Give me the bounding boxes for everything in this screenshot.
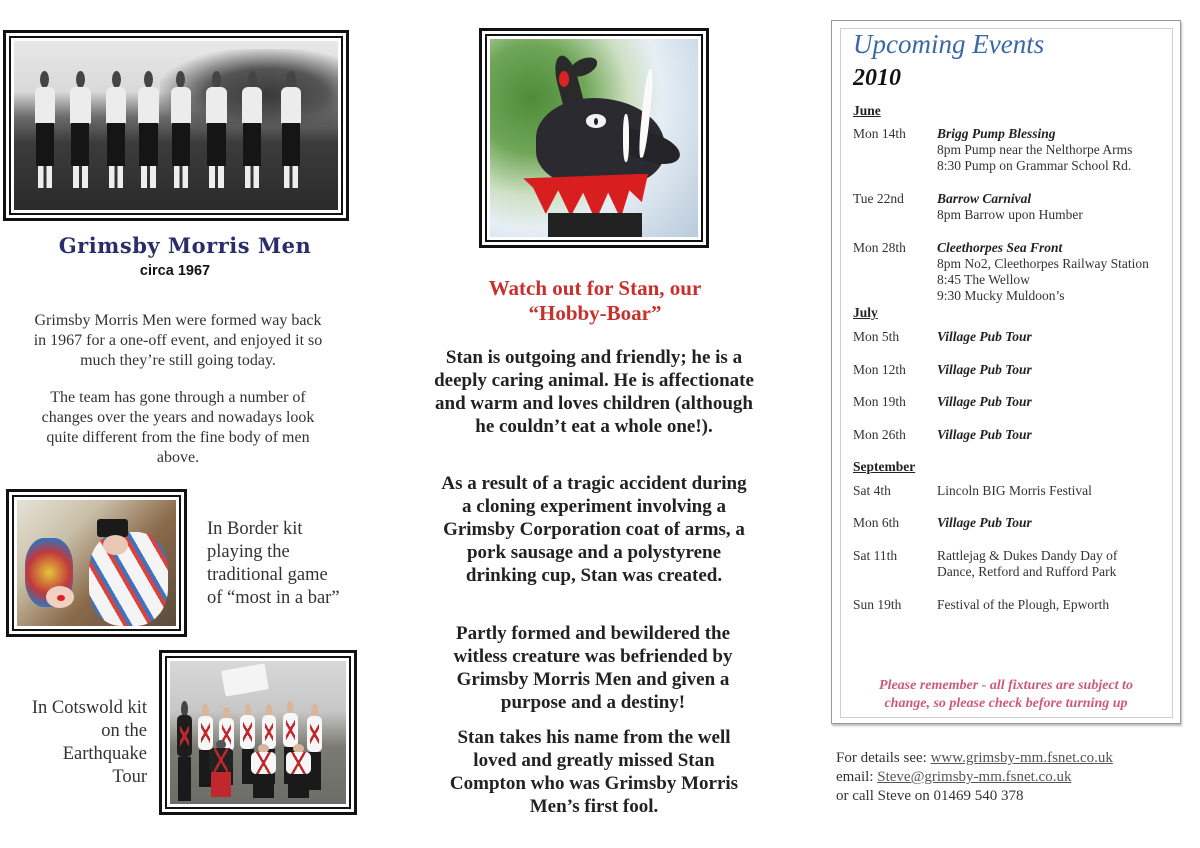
event-detail: Rattlejag & Dukes Dandy Day of	[937, 548, 1118, 563]
event-description	[937, 483, 1177, 499]
event-detail: Festival of the Plough, Epworth	[937, 597, 1110, 612]
event-detail: 8:45 The Wellow	[937, 272, 1030, 287]
event-detail: 8pm Pump near the Nelthorpe Arms	[937, 142, 1133, 157]
photo-1967	[14, 41, 338, 210]
event-detail: 8pm Barrow upon Humber	[937, 207, 1083, 222]
border-kit-caption	[207, 518, 377, 610]
event-date: Sat 4th	[853, 483, 891, 498]
photo-hobby-boar	[490, 39, 698, 237]
note-line-1: Please remember - all fixtures are subject to	[879, 678, 1133, 693]
stan-paragraph-4: Stan takes his name from the well loved and greatly missed Stan Compton who was Grimsby Morris Men’s first fool.	[449, 727, 739, 817]
caption-line: Earthquake	[62, 744, 147, 764]
note-line-2: change, so please check before turning up	[884, 696, 1128, 711]
stan-paragraph-2: As a result of a tragic accident during a cloning experiment involving a Grimsby Corporation coat of arms, a pork sausage and a polystyrene drinking cup, Stan was created.	[441, 473, 747, 586]
events-title: Upcoming Events	[853, 29, 1045, 59]
event-date: Mon 5th	[853, 329, 900, 344]
event-date: Mon 19th	[853, 394, 906, 409]
photo-border-kit-frame	[6, 489, 187, 637]
history-paragraph-1: Grimsby Morris Men were formed way back in 1967 for a one-off event, and enjoyed it so much they’re still going today.	[33, 312, 323, 369]
event-name: Village Pub Tour	[937, 362, 1032, 377]
caption-line: playing the	[207, 542, 290, 562]
contact-phone-line: or call Steve on 01469 540 378	[836, 788, 1024, 804]
caption-line: on the	[101, 721, 147, 741]
events-year: 2010	[853, 65, 901, 91]
event-description	[937, 240, 1177, 304]
event-date: Mon 28th	[853, 240, 906, 255]
caption-line: of “most in a bar”	[207, 588, 340, 608]
event-description	[937, 126, 1177, 174]
stan-title-line-2: “Hobby-Boar”	[528, 301, 662, 325]
event-description	[937, 394, 1177, 410]
event-description	[937, 548, 1177, 580]
email-label: email:	[836, 769, 878, 785]
event-description	[937, 329, 1177, 345]
event-name: Village Pub Tour	[937, 427, 1032, 442]
contact-website-line	[836, 749, 1196, 768]
stan-paragraph-1: Stan is outgoing and friendly; he is a deeply caring animal. He is affectionate and warm and loves children (although he couldn’t eat a whole one!).	[434, 347, 754, 437]
event-date: Mon 12th	[853, 362, 906, 377]
caption-line: In Border kit	[207, 519, 303, 539]
event-name: Brigg Pump Blessing	[937, 126, 1056, 141]
event-name: Village Pub Tour	[937, 515, 1032, 530]
event-date: Mon 26th	[853, 427, 906, 442]
event-detail: 8:30 Pump on Grammar School Rd.	[937, 158, 1132, 173]
event-description	[937, 597, 1177, 613]
photo-border-kit	[17, 500, 176, 626]
month-september: September	[853, 459, 916, 474]
event-detail: 9:30 Mucky Muldoon’s	[937, 288, 1065, 303]
photo-cotswold-kit	[170, 661, 346, 804]
fixtures-note	[845, 677, 1167, 713]
event-detail: Lincoln BIG Morris Festival	[937, 483, 1092, 498]
event-date: Mon 6th	[853, 515, 900, 530]
caption-line: Tour	[112, 767, 147, 787]
event-date: Mon 14th	[853, 126, 906, 141]
stan-paragraph-3: Partly formed and bewildered the witless creature was befriended by Grimsby Morris Men and given a purpose and a destiny!	[453, 623, 733, 713]
month-july: July	[853, 305, 878, 320]
event-description	[937, 362, 1177, 378]
event-detail: Dance, Retford and Rufford Park	[937, 564, 1117, 579]
photo-1967-frame	[3, 30, 349, 221]
email-link[interactable]: Steve@grimsby-mm.fsnet.co.uk	[877, 769, 1072, 785]
contact-email-line	[836, 768, 1196, 787]
event-date: Sat 11th	[853, 548, 898, 563]
details-label: For details see:	[836, 750, 931, 766]
month-june: June	[853, 103, 881, 118]
cotswold-kit-caption	[8, 697, 147, 789]
event-name: Village Pub Tour	[937, 394, 1032, 409]
event-description	[937, 191, 1177, 223]
stan-title-line-1: Watch out for Stan, our	[488, 276, 702, 300]
circa-label: circa 1967	[139, 263, 211, 279]
contact-block	[836, 749, 1196, 806]
stan-title	[440, 276, 750, 326]
event-name: Barrow Carnival	[937, 191, 1032, 206]
event-name: Village Pub Tour	[937, 329, 1032, 344]
photo-boar-frame	[479, 28, 709, 248]
caption-line: traditional game	[207, 565, 328, 585]
event-date: Tue 22nd	[853, 191, 904, 206]
caption-line: In Cotswold kit	[31, 698, 147, 718]
event-description	[937, 515, 1177, 531]
photo-cotswold-kit-frame	[159, 650, 357, 815]
event-name: Cleethorpes Sea Front	[937, 240, 1063, 255]
history-paragraph-2: The team has gone through a number of changes over the years and nowadays look quite different from the fine body of men above.	[41, 389, 315, 466]
event-detail: 8pm No2, Cleethorpes Railway Station	[937, 256, 1149, 271]
team-heading: Grimsby Morris Men	[58, 233, 312, 258]
website-link[interactable]: www.grimsby-mm.fsnet.co.uk	[930, 750, 1113, 766]
event-date: Sun 19th	[853, 597, 902, 612]
event-description	[937, 427, 1177, 443]
